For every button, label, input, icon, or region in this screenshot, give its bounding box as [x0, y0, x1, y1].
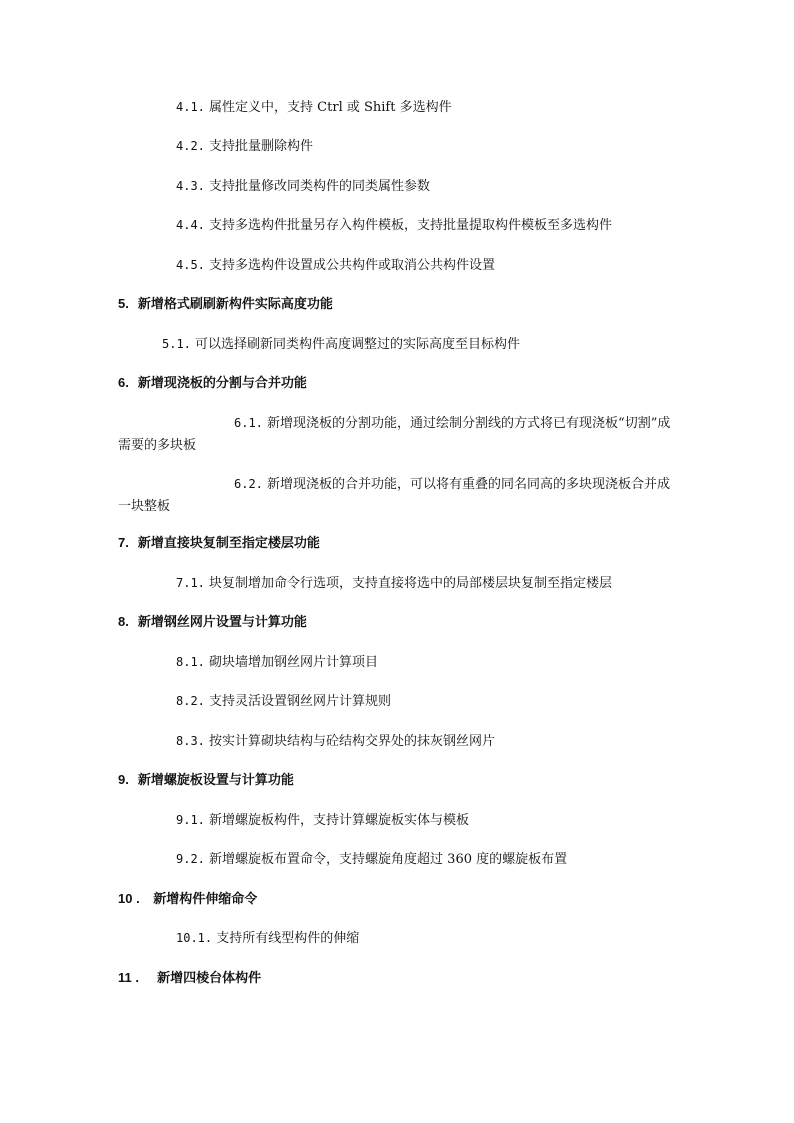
- section-heading-9: [118, 771, 294, 790]
- section-heading-8: [118, 613, 307, 632]
- item-text: 块复制增加命令行选项，支持直接将选中的局部楼层块复制至指定楼层: [209, 576, 613, 591]
- item-text: 支持多选构件设置成公共构件或取消公共构件设置: [209, 258, 496, 273]
- heading-number: 7.: [118, 535, 129, 550]
- item-text: 支持灵活设置钢丝网片计算规则: [209, 694, 392, 709]
- list-item: [176, 216, 612, 235]
- list-item: [176, 137, 313, 156]
- item-number: 4.2.: [176, 139, 205, 153]
- item-text: 支持批量删除构件: [209, 139, 314, 154]
- item-number: 10.1.: [176, 931, 213, 945]
- list-item: [176, 653, 378, 672]
- item-text: 按实计算砌块结构与砼结构交界处的抹灰钢丝网片: [209, 734, 496, 749]
- item-number: 4.5.: [176, 258, 205, 272]
- section-heading-7: [118, 534, 320, 553]
- list-item: [176, 732, 495, 751]
- item-text: 砌块墙增加钢丝网片计算项目: [209, 655, 379, 670]
- list-item: [176, 256, 495, 275]
- heading-title: 新增直接块复制至指定楼层功能: [137, 536, 320, 551]
- heading-number: 11 .: [118, 970, 139, 985]
- heading-number: 9.: [118, 772, 129, 787]
- item-number: 4.1.: [176, 100, 205, 114]
- item-number: 8.2.: [176, 694, 205, 708]
- heading-number: 10 .: [118, 891, 140, 906]
- item-number: 9.1.: [176, 813, 205, 827]
- list-item: [176, 98, 452, 117]
- item-number: 5.1.: [162, 337, 191, 351]
- heading-title: 新增四棱台体构件: [157, 971, 262, 986]
- item-number: 8.1.: [176, 655, 205, 669]
- list-item: [176, 692, 391, 711]
- list-item: [176, 850, 567, 869]
- section-heading-6: [118, 374, 307, 393]
- list-item-wrapped: [118, 473, 680, 518]
- item-text: 支持多选构件批量另存入构件模板，支持批量提取构件模板至多选构件: [209, 218, 613, 233]
- list-item: [176, 574, 612, 593]
- item-text: 支持所有线型构件的伸缩: [216, 931, 360, 946]
- list-item: [176, 177, 430, 196]
- list-item-wrapped: [118, 412, 680, 457]
- item-text: 属性定义中，支持 Ctrl 或 Shift 多选构件: [209, 100, 452, 115]
- heading-title: 新增钢丝网片设置与计算功能: [137, 615, 307, 630]
- heading-title: 新增螺旋板设置与计算功能: [137, 773, 294, 788]
- item-text: 新增现浇板的合并功能，可以将有重叠的同名同高的多块现浇板合并成一块整板: [118, 477, 671, 514]
- heading-number: 8.: [118, 614, 129, 629]
- section-heading-10: [118, 890, 257, 909]
- item-text: 新增螺旋板布置命令，支持螺旋角度超过 360 度的螺旋板布置: [209, 852, 568, 867]
- item-text: 支持批量修改同类构件的同类属性参数: [209, 179, 431, 194]
- section-heading-11: [118, 969, 261, 988]
- item-text: 新增螺旋板构件，支持计算螺旋板实体与模板: [209, 813, 470, 828]
- item-number: 9.2.: [176, 852, 205, 866]
- item-number: 8.3.: [176, 734, 205, 748]
- heading-title: 新增格式刷刷新构件实际高度功能: [137, 297, 333, 312]
- item-text: 新增现浇板的分割功能，通过绘制分割线的方式将已有现浇板“切割”成需要的多块板: [118, 416, 671, 453]
- list-item: [176, 811, 469, 830]
- list-item: [162, 335, 520, 354]
- item-number: 7.1.: [176, 576, 205, 590]
- section-heading-5: [118, 295, 333, 314]
- list-item: [176, 929, 359, 948]
- heading-title: 新增现浇板的分割与合并功能: [137, 376, 307, 391]
- item-number: 4.3.: [176, 179, 205, 193]
- heading-title: 新增构件伸缩命令: [153, 892, 258, 907]
- heading-number: 5.: [118, 296, 129, 311]
- item-number: 6.1.: [234, 416, 263, 430]
- item-number: 4.4.: [176, 218, 205, 232]
- item-text: 可以选择刷新同类构件高度调整过的实际高度至目标构件: [195, 337, 521, 352]
- item-number: 6.2.: [234, 477, 263, 491]
- heading-number: 6.: [118, 375, 129, 390]
